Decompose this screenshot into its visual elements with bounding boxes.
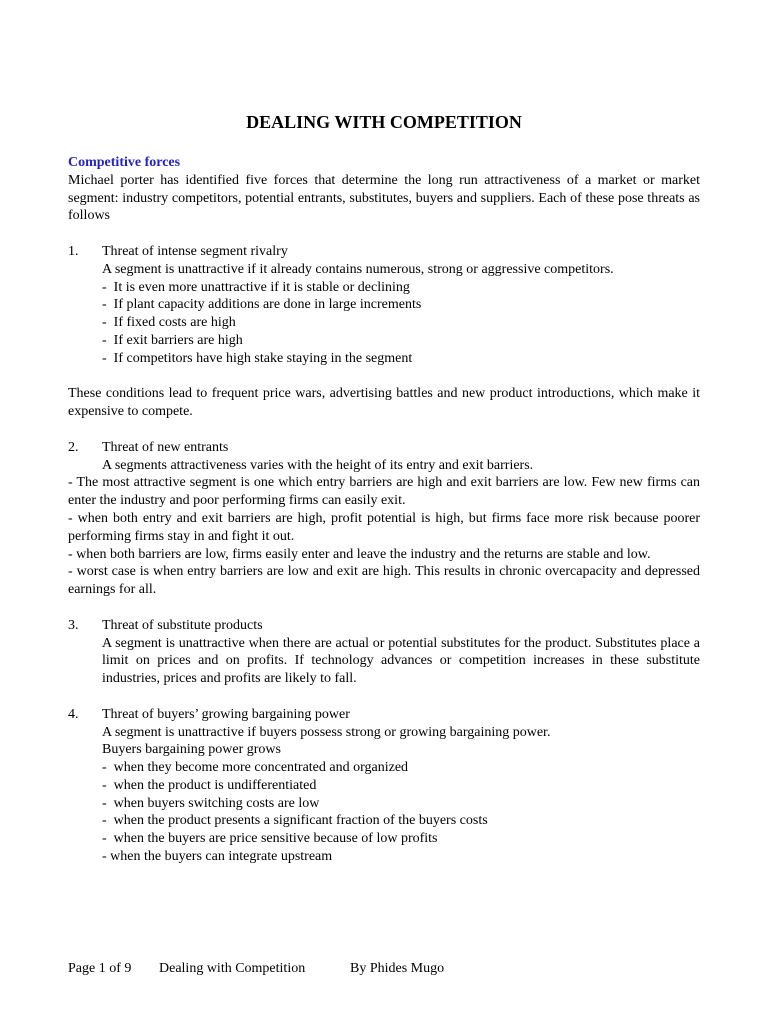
bullet-item: - If fixed costs are high [102,315,236,331]
section-heading: Competitive forces [68,155,181,170]
threat-heading: Threat of substitute products [102,617,263,633]
document-body [68,154,700,866]
threat-heading: Threat of buyers’ growing bargaining power [102,706,350,722]
bullet-item: - when buyers switching costs are low [102,795,320,811]
threat-line: A segment is unattractive if buyers possess strong or growing bargaining power. [102,724,551,740]
threat-2 [68,439,700,475]
threat-heading: Threat of intense segment rivalry [102,243,288,259]
bullet-item: - If plant capacity additions are done in large increments [102,297,422,313]
threat-line: A segments attractiveness varies with the height of its entry and exit barriers. [102,457,534,473]
page-number: Page 1 of 9 [68,961,132,976]
threat-paragraph: - The most attractive segment is one which entry barriers are high and exit barriers are low. Few new firms can enter the industry and poor performing firms can easily exit. [68,475,700,509]
threat-paragraph: - worst case is when entry barriers are low and exit are high. This results in chronic overcapacity and depressed earnings for all. [68,564,700,598]
bullet-item: - when the product presents a significant fraction of the buyers costs [102,813,488,829]
bullet-item: - when the buyers can integrate upstream [102,849,333,865]
conditions-paragraph: These conditions lead to frequent price wars, advertising battles and new product introductions, which make it expensive to compete. [68,386,700,420]
threat-number: 3. [68,617,79,633]
threat-4 [68,706,700,866]
bullet-item: - If competitors have high stake staying in the segment [102,350,413,366]
threat-line: A segment is unattractive if it already contains numerous, strong or aggressive competitors. [102,261,614,277]
document-title: DEALING WITH COMPETITION [246,112,522,132]
threat-3 [68,617,700,688]
threat-heading: Threat of new entrants [102,439,229,455]
bullet-item: - It is even more unattractive if it is stable or declining [102,279,410,295]
threat-1 [68,243,700,368]
threat-paragraph: A segment is unattractive when there are actual or potential substitutes for the product. Substitutes place a limit on prices and on profits. If technology advances or competition increases in these substitute industries, prices and profits are likely to fall. [102,635,700,687]
threat-line: Buyers bargaining power grows [102,742,281,758]
bullet-item: - when the buyers are price sensitive because of low profits [102,831,438,847]
footer-title: Dealing with Competition [159,961,306,976]
footer-author: By Phides Mugo [350,961,445,976]
threat-paragraph: - when both entry and exit barriers are high, profit potential is high, but firms face more risk because poorer performing firms stay in and fight it out. [68,510,700,544]
bullet-item: - when they become more concentrated and organized [102,760,409,776]
bullet-item: - when the product is undifferentiated [102,777,317,793]
threat-number: 4. [68,706,79,722]
intro-paragraph: Michael porter has identified five forces that determine the long run attractiveness of a market or market segment: industry competitors, potential entrants, substitutes, buyers and suppliers. Each of these pose threats as follows [68,172,700,224]
bullet-item: - If exit barriers are high [102,332,243,348]
page-footer [68,960,444,978]
threat-number: 2. [68,439,79,455]
threat-paragraph: - when both barriers are low, firms easily enter and leave the industry and the returns are stable and low. [68,546,651,562]
threat-number: 1. [68,243,79,259]
